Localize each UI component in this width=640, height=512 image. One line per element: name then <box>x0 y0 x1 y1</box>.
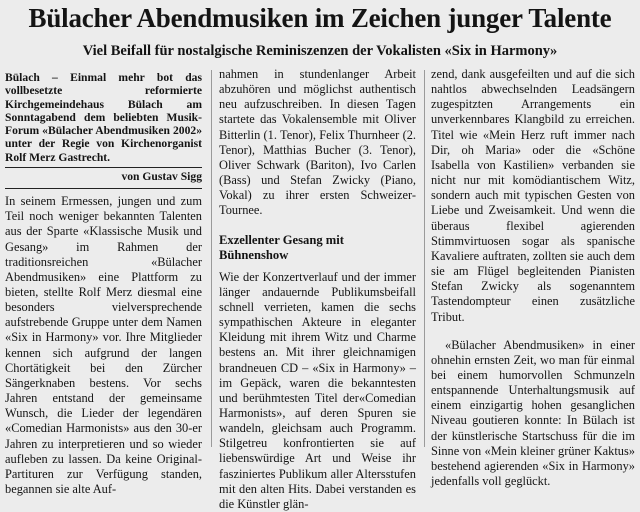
column-divider <box>424 70 425 447</box>
article-lead: Bülach – Einmal mehr bot das vollbesetzte reformierte Kirchgemeindehaus Bülach am Sonntagabend dem beliebten Musik-Forum «Bülacher Abendmusiken 2002» unter der Regie von Kirchenorganist Rolf Merz Gastrecht. <box>5 71 202 164</box>
column-2 <box>219 67 416 512</box>
column-divider <box>211 70 212 447</box>
author-divider-bottom <box>5 188 202 189</box>
column-2-body: nahmen in stundenlanger Arbeit abzuhören und möglichst authentisch neu aufzuschreiben. In diesen Tagen startete das Vokalensemble mit Oliver Bitterlin (1. Tenor), Felix Thurnheer (2. Tenor), Matthias Bucher (3. Tenor), Oliver Schwark (Bariton), Ivo Carlen (Bass) und Stefan Zwicky (Piano, Vokal) zu ihrer ersten Schweizer-Tournee. <box>219 67 416 218</box>
article-subheading: Exzellenter Gesang mit Bühnenshow <box>219 232 344 262</box>
author-divider-top <box>5 167 202 168</box>
column-3-body-continued: «Bülacher Abendmusiken» in einer ohnehin ernsten Zeit, wo man für einmal bei einem humorvollen Schmunzeln entspannende Unterhaltungsmusik auf einem einzigartig hohen gesanglichen Niveau goutieren konnte: In Bülach ist der künstlerische Startschuss für die im Sinne von «Mein kleiner grüner Kaktus» bestehend agierenden «Six in Harmony» jedenfalls voll geglückt. <box>431 337 635 489</box>
column-2-body-continued: Wie der Konzertverlauf und der immer länger andauernde Publikumsbeifall schnell verrieten, kamen die sechs sympathischen Akteure in eleganter Kleidung mit ihrem Witz und Charme bestens an. Mit ihrer gleichnamigen brandneuen CD – «Six in Harmony» – im Gepäck, waren die bekanntesten und berühmtesten Titel der«Comedian Harmonists», auf deren Spuren sie wandeln, gleichsam auch Programm. Stilgetreu konfrontierten sie auf liebenswürdige Art und Weise ihr fasziniertes Publikum aller Altersstufen mit den alten Hits. Dabei verstanden es die Künstler glän- <box>219 269 416 511</box>
column-1 <box>5 71 202 497</box>
article-title: Bülacher Abendmusiken im Zeichen junger Talente <box>28 3 612 33</box>
article-subtitle: Viel Beifall für nostalgische Reminiszenzen der Vokalisten «Six in Harmony» <box>82 43 558 59</box>
column-3-body: zend, dank ausgefeilten und auf die sich nahtlos abwechselnden Leadsängern zugespitzten Arrangements ein unverkennbares Klangbild zu erreichen. Titel wie «Mein Herz ruft immer nach Dir, oh Maria» oder die «Schöne Isabella von Kastilien» verbanden sie nicht nur mit komödiantischem Witz, sondern auch mit typischen Gesten von Liebe und Zweisamkeit. Und wenn die überaus flexibel agierenden Stimmvirtuosen sogar als spanische Kavaliere auftraten, zollten sie auch dem sie am Flügel begleitenden Pianisten Stefan Zwicky als sogenanntem Tastendompteur einen zusätzliche Tribut. <box>431 67 635 324</box>
column-1-body: In seinem Ermessen, jungen und zum Teil noch weniger bekannten Talenten aus der Sparte «Klassische Musik und Gesang» im Rahmen der traditionsreichen «Bülacher Abendmusiken» eine Plattform zu bieten, stellte Rolf Merz diesmal eine besonders vielversprechende aufstrebende Gruppe unter dem Namen «Six in Harmony» vor. Ihre Mitglieder kennen sich aufgrund der langen Chortätigkeit bei den Zürcher Sängerknaben bestens. Vor sechs Jahren entstand der gemeinsame Wunsch, die Lieder der legendären «Comedian Harmonists» aus den 30-er Jahren zu interpretieren und so wieder aufleben zu lassen. Da keine Original-Partituren zur Verfügung standen, begannen sie alte Auf- <box>5 194 202 497</box>
article-author: von Gustav Sigg <box>121 170 202 184</box>
column-3 <box>431 67 635 489</box>
